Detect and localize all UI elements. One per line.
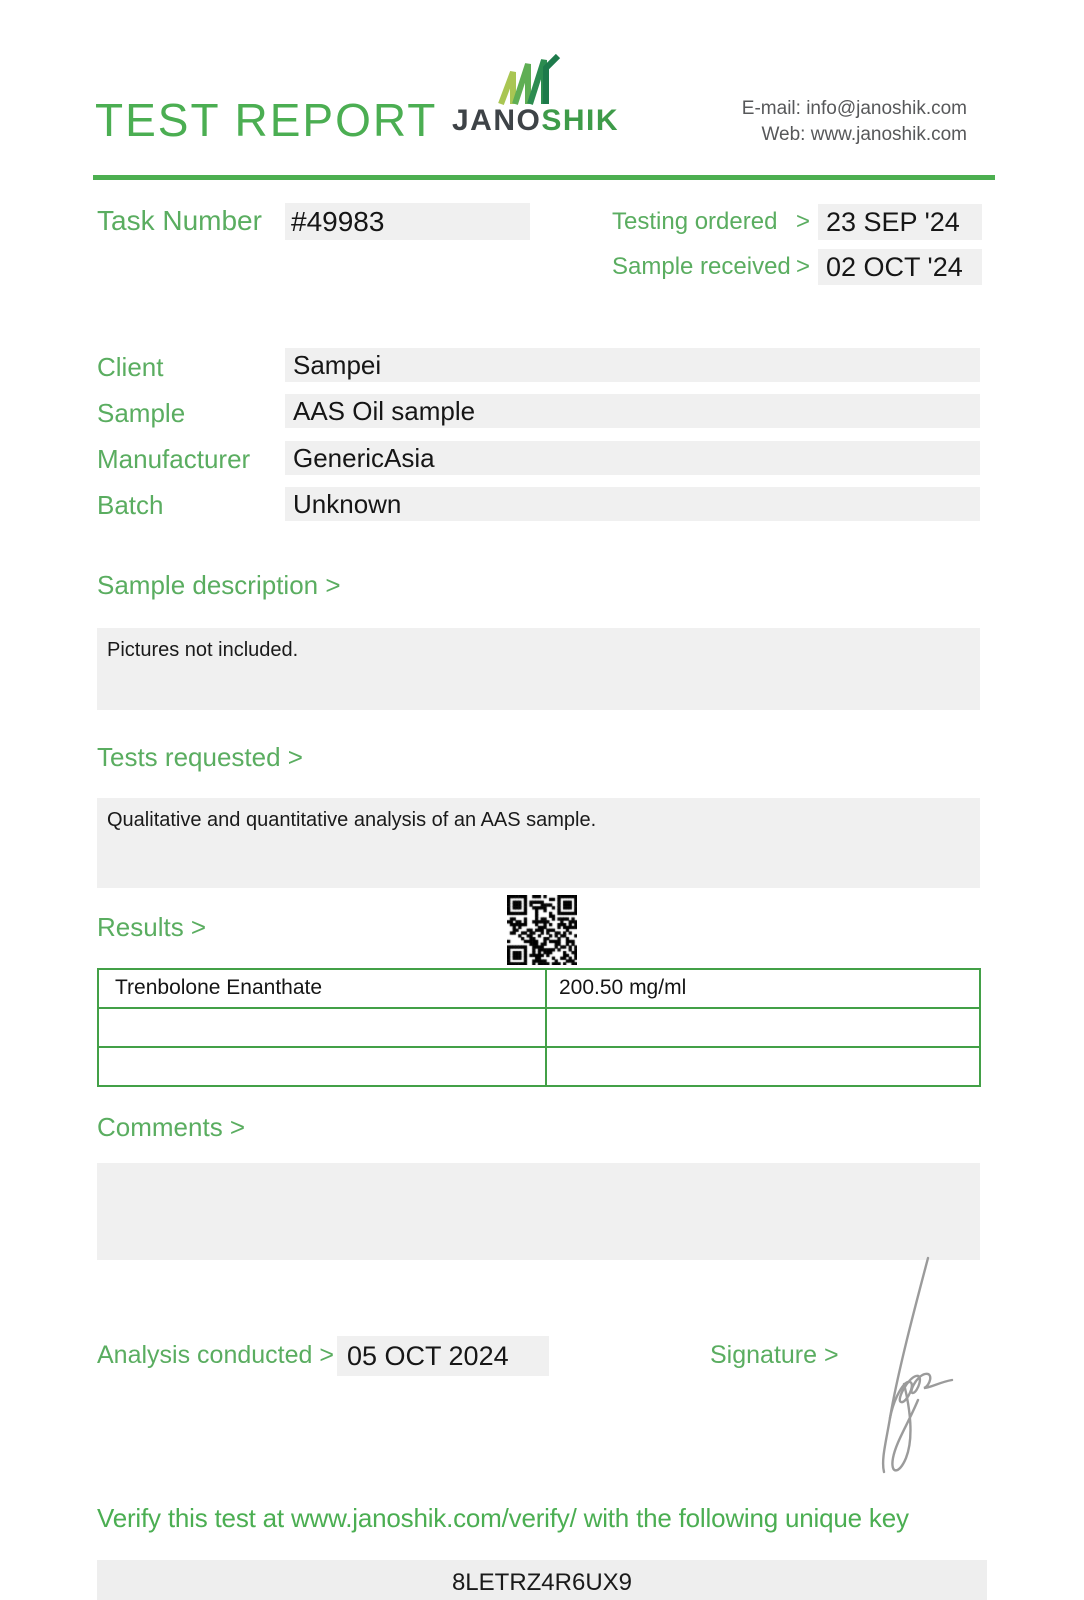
result-substance — [99, 1009, 547, 1046]
testing-ordered-label: Testing ordered > — [612, 208, 810, 235]
tests-requested-box: Qualitative and quantitative analysis of an AAS sample. — [97, 798, 980, 888]
sample-label: Sample — [97, 398, 186, 428]
result-concentration: 200.50 mg/ml — [559, 976, 687, 999]
signature-image — [852, 1252, 982, 1487]
chevron-right-icon: > — [795, 208, 810, 235]
qr-code — [507, 895, 577, 965]
client-value: Sampei — [285, 348, 980, 382]
unique-key: 8LETRZ4R6UX9 — [97, 1560, 987, 1600]
batch-label: Batch — [97, 490, 164, 520]
result-concentration — [547, 1048, 979, 1085]
manufacturer-value: GenericAsia — [285, 441, 980, 475]
logo-text-shik: SHIK — [541, 104, 620, 137]
results-table — [97, 968, 981, 1087]
contact-info — [742, 96, 967, 148]
page-title: TEST REPORT — [95, 94, 438, 146]
tests-requested-heading: Tests requested > — [97, 742, 303, 772]
manufacturer-label: Manufacturer — [97, 444, 251, 474]
analysis-conducted-value: 05 OCT 2024 — [337, 1336, 549, 1376]
sample-received-label: Sample received > — [612, 253, 810, 280]
batch-value: Unknown — [285, 487, 980, 521]
result-concentration — [547, 1009, 979, 1046]
sample-description-box: Pictures not included. — [97, 628, 980, 710]
table-row — [99, 1048, 979, 1085]
task-number-label: Task Number — [97, 205, 262, 236]
signature-label: Signature > — [710, 1341, 839, 1369]
contact-email: E-mail: info@janoshik.com — [741, 98, 967, 119]
result-substance — [99, 1048, 547, 1085]
sample-description-heading: Sample description > — [97, 570, 341, 600]
task-number-value: #49983 — [285, 203, 530, 240]
analysis-conducted-label: Analysis conducted > — [97, 1341, 334, 1369]
sample-value: AAS Oil sample — [285, 394, 980, 428]
sample-received-value: 02 OCT '24 — [818, 249, 982, 285]
chevron-right-icon: > — [795, 253, 810, 280]
comments-heading: Comments > — [97, 1112, 246, 1142]
table-row — [99, 970, 979, 1009]
result-substance: Trenbolone Enanthate — [99, 970, 547, 1007]
testing-ordered-value: 23 SEP '24 — [818, 204, 982, 240]
verify-instruction: Verify this test at www.janoshik.com/verify/ with the following unique key — [97, 1503, 909, 1533]
results-heading: Results > — [97, 912, 207, 942]
header-divider — [93, 175, 995, 180]
comments-box — [97, 1163, 980, 1260]
table-row — [99, 1009, 979, 1048]
logo-text-jano: JANO — [452, 104, 542, 137]
janoshik-logo — [452, 106, 619, 136]
client-label: Client — [97, 352, 164, 382]
contact-web: Web: www.janoshik.com — [761, 124, 967, 145]
